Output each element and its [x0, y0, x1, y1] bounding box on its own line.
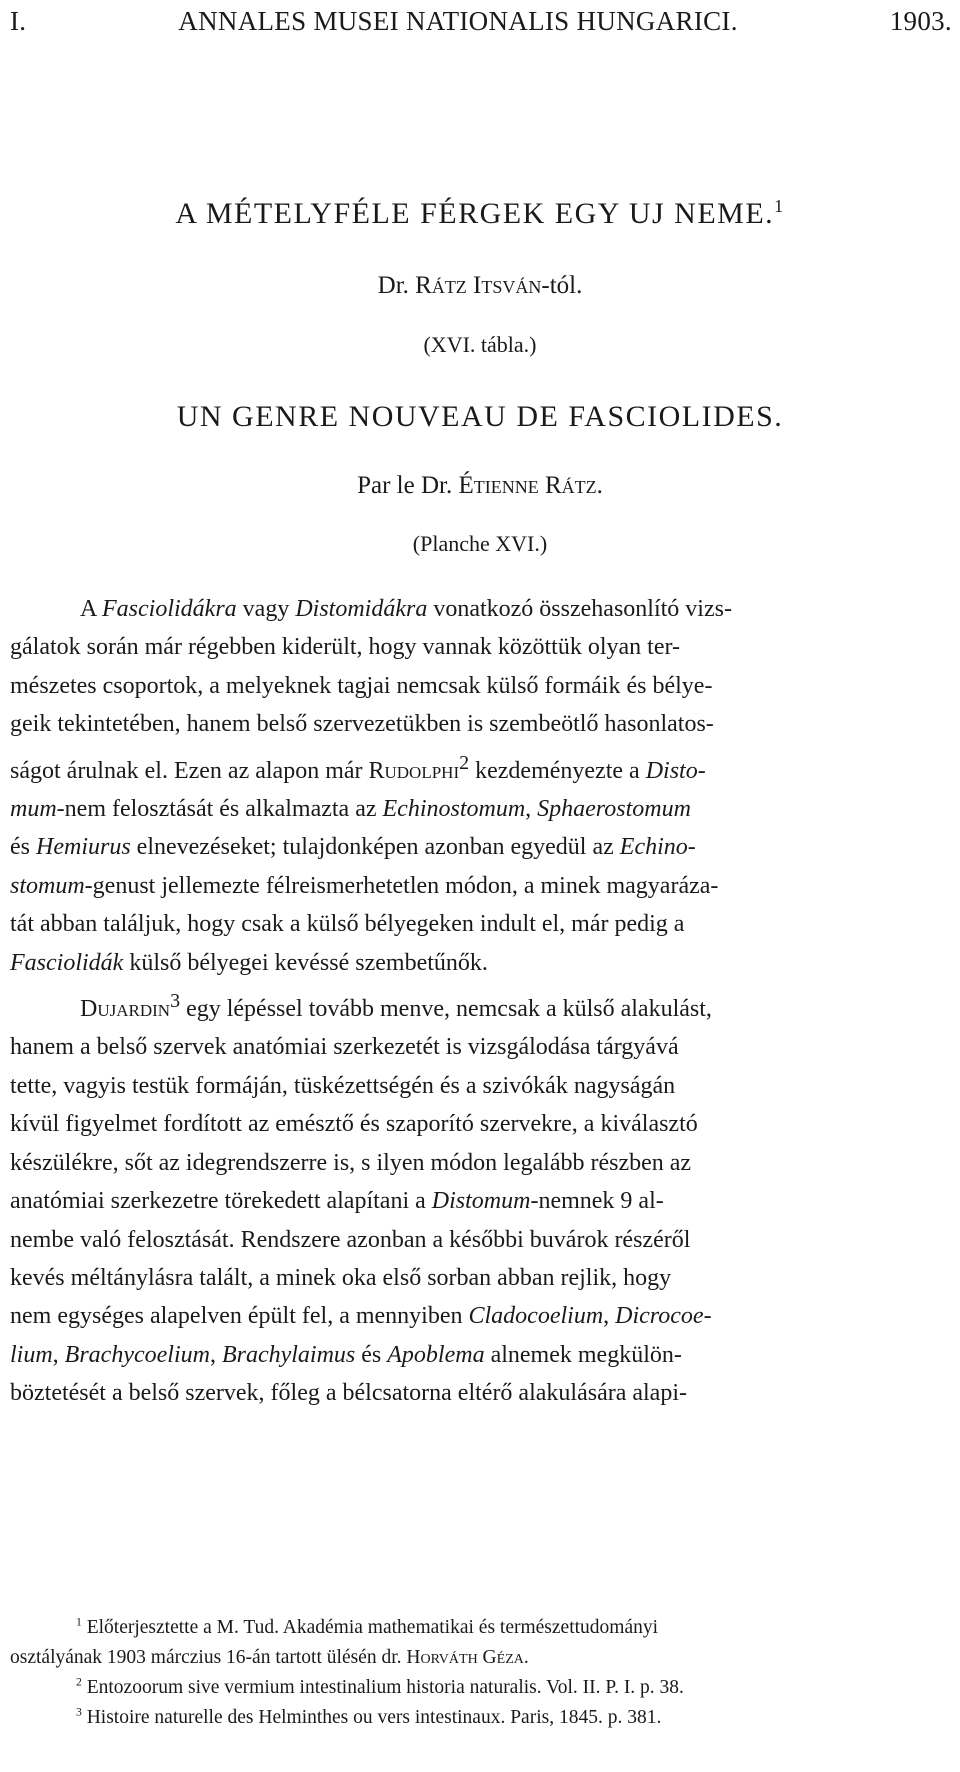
footnote-ref-1[interactable]: 1 — [774, 196, 785, 216]
cited-author: Rudolphi — [368, 757, 460, 784]
footnote-ref-3[interactable]: 3 — [170, 990, 181, 1013]
taxon-name: Fasciolidákra — [102, 596, 237, 622]
footnote-1: $^1$ Előterjesztette a M. Tud. Akadémia mathematikai és természettudományi — [76, 1615, 659, 1638]
taxon-name: Fasciolidák — [10, 949, 124, 976]
text-line: Fasciolidák külső bélyegei kevéssé szembetűnők. — [10, 949, 488, 976]
taxon-name: Distomum — [431, 1188, 531, 1215]
footnote-2: $^2$ Entozoorum sive vermium intestinalium historia naturalis. Vol. II. P. I. p. 38. — [76, 1675, 684, 1698]
text-line: anatómiai szerkezetre törekedett alapítani a Distomum-nemnek 9 al- — [10, 1188, 664, 1215]
footnote-3: $^3$ Histoire naturelle des Helminthes ou vers intestinaux. Paris, 1845. p. 381. — [76, 1705, 662, 1728]
text-line: mum-nem felosztását és alkalmazta az Echinostomum, Sphaerostomum — [10, 796, 691, 823]
paragraph-1 — [10, 590, 950, 982]
text-line: gálatok során már régebben kiderült, hogy vannak közöttük olyan ter- — [10, 634, 680, 661]
taxon-name: Distomidákra — [295, 596, 428, 622]
cited-author: Dujardin — [80, 996, 171, 1023]
author-french: Par le Dr. Étienne Rátz. — [357, 472, 603, 499]
footnotes — [10, 1613, 950, 1733]
text-line: Dujardin$^3$ egy lépéssel tovább menve, nemcsak a külső alakulást, — [80, 990, 712, 1023]
text-line: lium, Brachycoelium, Brachylaimus és Apoblema alnemek megkülön- — [10, 1341, 682, 1368]
text-line: böztetését a belső szervek, főleg a bélcsatorna eltérő alakulására alapi- — [10, 1380, 687, 1407]
text-line: és Hemiurus elnevezéseket; tulajdonképen azonban egyedül az Echino- — [10, 834, 696, 861]
text-line: tát abban találjuk, hogy csak a külső bélyegeken indult el, már pedig a — [10, 911, 685, 938]
author-name: Rátz Itsván — [415, 272, 542, 299]
text-line: A Fasciolidákra vagy Distomidákra vonatkozó összehasonlító vizs- — [80, 596, 732, 622]
text-line: hanem a belső szervek anatómiai szerkezetét is vizsgálodása tárgyává — [10, 1034, 679, 1061]
text-line: kevés méltánylásra talált, a minek oka első sorban abban rejlik, hogy — [10, 1264, 672, 1291]
journal-title: ANNALES MUSEI NATIONALIS HUNGARICI. — [178, 6, 738, 36]
taxon-name: Dicrocoe- — [615, 1303, 712, 1330]
taxon-name: Echinostomum — [382, 796, 526, 823]
text-line: geik tekintetében, hanem belső szervezetükben is szembeötlő hasonlatos- — [10, 711, 714, 738]
article-title-hungarian: A MÉTELYFÉLE FÉRGEK EGY UJ NEME.$^1$ — [175, 196, 785, 230]
taxon-name: Hemiurus — [36, 834, 131, 861]
plate-reference-hungarian: (XVI. tábla.) — [423, 332, 537, 357]
article-title-french: UN GENRE NOUVEAU DE FASCIOLIDES. — [176, 400, 784, 433]
text-line: tette, vagyis testük formáján, tüskézettségén és a szivókák nagyságán — [10, 1072, 676, 1099]
taxon-name: Brachycoelium — [64, 1341, 210, 1368]
text-line: kívül figyelmet fordított az emésztő és szaporító szervekre, a kiválasztó — [10, 1111, 698, 1138]
text-line: mészetes csoportok, a melyeknek tagjai nemcsak külső formáik és bélye- — [10, 672, 713, 699]
text-line: nem egységes alapelven épült fel, a mennyiben Cladocoelium, Dicrocoe- — [10, 1303, 712, 1330]
article-body — [10, 590, 950, 1413]
taxon-name: Apoblema — [387, 1341, 485, 1368]
volume-number: I. — [10, 6, 27, 36]
taxon-name: Cladocoelium — [468, 1303, 604, 1330]
author-hungarian: Dr. Rátz Itsván-tól. — [377, 272, 583, 299]
taxon-name: Echino- — [619, 834, 696, 861]
taxon-name: Disto- — [645, 757, 706, 784]
paragraph-2 — [10, 982, 950, 1412]
taxon-name: Sphaerostomum — [537, 796, 691, 823]
plate-reference-french: (Planche XVI.) — [412, 531, 548, 556]
running-head — [10, 6, 952, 37]
text-line: stomum-genust jellemezte félreismerhetetlen módon, a minek magyaráza- — [10, 872, 719, 899]
taxon-name: Brachylaimus — [221, 1341, 356, 1368]
cited-author: Horváth Géza — [406, 1647, 524, 1668]
author-name-french: Étienne Rátz. — [458, 472, 603, 499]
year: 1903. — [889, 6, 952, 36]
text-line: ságot árulnak el. Ezen az alapon már Rudolphi$^2$ kezdeményezte a Disto- — [10, 751, 706, 784]
text-line: készülékre, sőt az idegrendszerre is, s ilyen módon legalább részben az — [10, 1149, 692, 1176]
footnote-1-continued: osztályának 1903 márczius 16-án tartott ülésén dr. Horváth Géza. — [10, 1647, 529, 1668]
text-line: nembe való felosztását. Rendszere azonban a későbbi buvárok részéről — [10, 1226, 691, 1253]
footnote-ref-2[interactable]: 2 — [459, 751, 470, 774]
